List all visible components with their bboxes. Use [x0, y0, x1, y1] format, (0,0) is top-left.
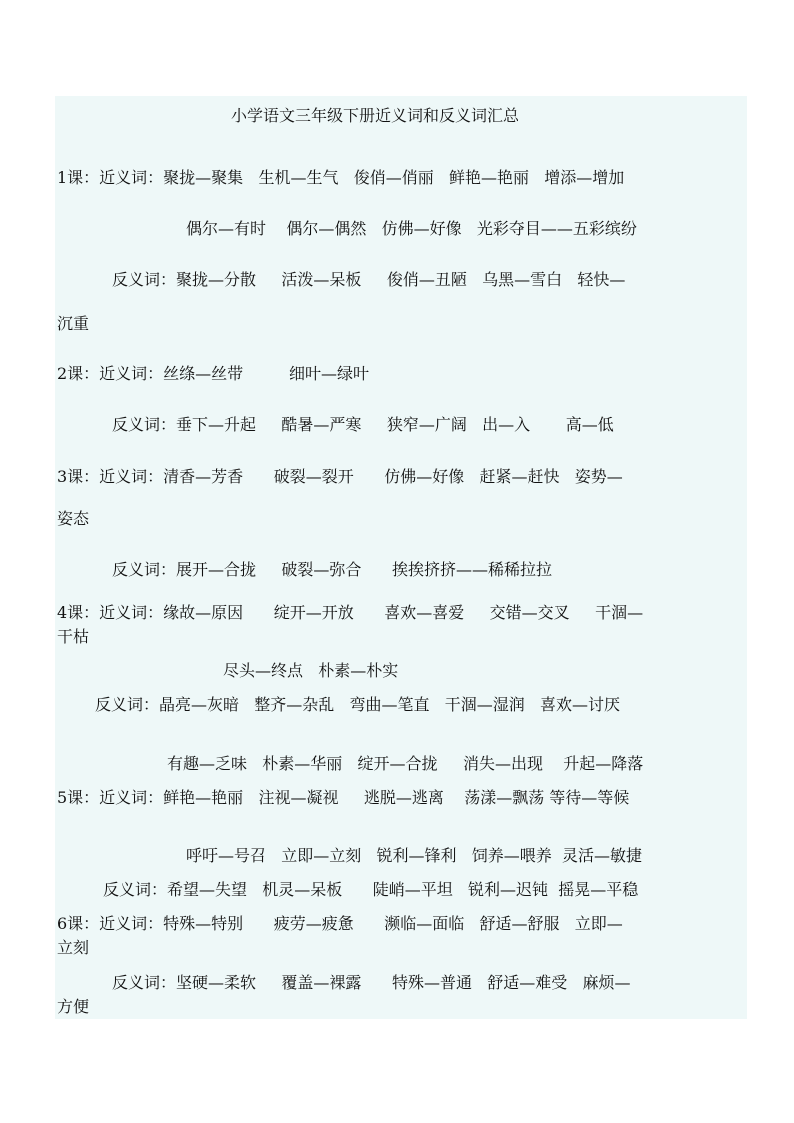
text-line: 4课：近义词：缘故—原因 绽开—开放 喜欢—喜爱 交错—交叉 干涸—	[57, 603, 644, 622]
text-line: 1课：近义词：聚拢—聚集 生机—生气 俊俏—俏丽 鲜艳—艳丽 增添—增加	[57, 168, 625, 187]
text-line: 姿态	[57, 509, 90, 528]
text-line: 沉重	[57, 314, 90, 333]
text-line: 有趣—乏味 朴素—华丽 绽开—合拢 消失—出现 升起—降落	[167, 754, 644, 773]
text-line: 呼吁—号召 立即—立刻 锐利—锋利 饲养—喂养 灵活—敏捷	[186, 846, 642, 865]
text-line: 尽头—终点 朴素—朴实	[223, 661, 399, 680]
text-line: 反义词：垂下—升起 酷暑—严寒 狭窄—广阔 出—入 高—低	[112, 415, 614, 434]
text-line: 反义词：希望—失望 机灵—呆板 陡峭—平坦 锐利—迟钝 摇晃—平稳	[103, 880, 639, 899]
text-line: 2课：近义词：丝绦—丝带 细叶—绿叶	[57, 364, 369, 383]
text-line: 干枯	[57, 627, 90, 646]
text-line: 反义词：展开—合拢 破裂—弥合 挨挨挤挤——稀稀拉拉	[112, 560, 552, 579]
text-line: 方便	[57, 997, 90, 1016]
text-line: 偶尔—有时 偶尔—偶然 仿佛—好像 光彩夺目——五彩缤纷	[186, 219, 637, 238]
text-line: 反义词：晶亮—灰暗 整齐—杂乱 弯曲—笔直 干涸—湿润 喜欢—讨厌	[95, 695, 621, 714]
text-line: 3课：近义词：清香—芳香 破裂—裂开 仿佛—好像 赶紧—赶快 姿势—	[57, 467, 623, 486]
text-line: 5课：近义词：鲜艳—艳丽 注视—凝视 逃脱—逃离 荡漾—飘荡 等待—等候	[57, 788, 630, 807]
page-title: 小学语文三年级下册近义词和反义词汇总	[231, 106, 520, 125]
text-line: 6课：近义词：特殊—特别 疲劳—疲惫 濒临—面临 舒适—舒服 立即—	[57, 914, 623, 933]
text-line: 反义词：坚硬—柔软 覆盖—裸露 特殊—普通 舒适—难受 麻烦—	[112, 973, 631, 992]
text-line: 反义词：聚拢—分散 活泼—呆板 俊俏—丑陋 乌黑—雪白 轻快—	[112, 270, 626, 289]
text-line: 立刻	[57, 938, 90, 957]
document-page	[55, 96, 747, 1019]
